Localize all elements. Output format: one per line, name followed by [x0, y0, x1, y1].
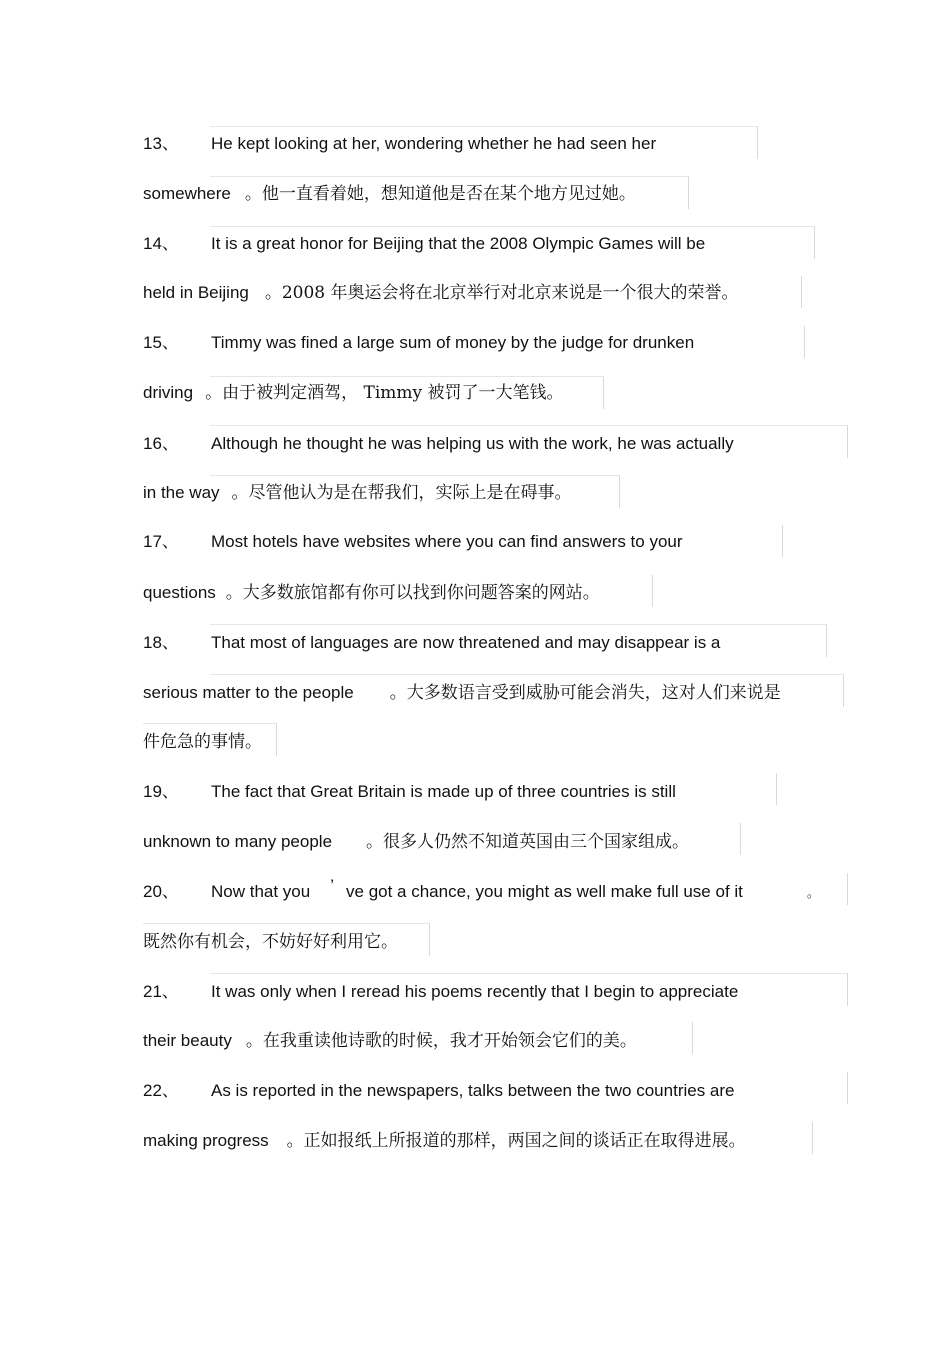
item-english-text: questions [143, 583, 216, 602]
item-19-line1 [143, 777, 676, 807]
item-20-line1 [143, 877, 820, 907]
item-number: 13、 [143, 134, 179, 153]
item-english-text: Timmy was fined a large sum of money by the judge for drunken [211, 333, 695, 352]
item-chinese-translation: 既然你有机会，不妨好好利用它。 [143, 932, 398, 952]
item-17-line1 [143, 527, 683, 557]
item-number: 22、 [143, 1081, 179, 1100]
item-17-line2 [143, 578, 600, 608]
item-18-line1 [143, 628, 720, 658]
item-english-text: their beauty [143, 1031, 232, 1050]
item-chinese-translation: 。2008 年奥运会将在北京举行对北京来说是一个很大的荣誉。 [264, 283, 739, 303]
item-chinese-translation: 。尽管他认为是在帮我们，实际上是在碍事。 [231, 483, 572, 503]
item-english-text: unknown to many people [143, 832, 333, 851]
item-number: 21、 [143, 982, 179, 1001]
item-english-text: Most hotels have websites where you can find answers to your [211, 532, 683, 551]
apostrophe: ’ [330, 876, 335, 895]
item-number: 19、 [143, 782, 179, 801]
item-english-text: serious matter to the people [143, 683, 354, 702]
item-number: 14、 [143, 234, 179, 253]
item-english-text: Now that you [211, 882, 311, 901]
item-number: 15、 [143, 333, 179, 352]
item-number: 17、 [143, 532, 179, 551]
item-18-line3 [143, 727, 262, 757]
item-english-text: He kept looking at her, wondering whether he had seen her [211, 134, 657, 153]
item-16-line1 [143, 429, 734, 459]
item-english-text: As is reported in the newspapers, talks between the two countries are [211, 1081, 735, 1100]
item-chinese-translation: 。很多人仍然不知道英国由三个国家组成。 [366, 832, 690, 852]
item-21-line1 [143, 977, 738, 1007]
item-english-text: The fact that Great Britain is made up of three countries is still [211, 782, 676, 801]
item-15-line2 [143, 378, 564, 408]
item-14-line2 [143, 278, 739, 308]
item-english-text: somewhere [143, 184, 231, 203]
item-chinese-translation: 。他一直看着她，想知道他是否在某个地方见过她。 [244, 184, 636, 204]
item-chinese-translation: 。由于被判定酒驾， Timmy 被罚了一大笔钱。 [205, 383, 564, 403]
item-16-line2 [143, 478, 572, 508]
item-21-line2 [143, 1026, 637, 1056]
item-english-text: driving [143, 383, 194, 402]
item-22-line2 [143, 1126, 746, 1156]
item-chinese-translation: 。大多数旅馆都有你可以找到你问题答案的网站。 [225, 583, 600, 603]
item-english-text-rest: ve got a chance, you might as well make full use of it [346, 882, 743, 901]
item-english-text: in the way [143, 483, 220, 502]
item-english-text: It is a great honor for Beijing that the 2008 Olympic Games will be [211, 234, 706, 253]
item-chinese-translation: 。在我重读他诗歌的时候，我才开始领会它们的美。 [245, 1031, 637, 1051]
item-22-line1 [143, 1076, 735, 1106]
item-english-text: making progress [143, 1131, 269, 1150]
item-number: 20、 [143, 882, 179, 901]
item-13-line2 [143, 179, 636, 209]
item-english-text: Although he thought he was helping us with the work, he was actually [211, 434, 734, 453]
item-number: 16、 [143, 434, 179, 453]
item-end-punctuation: 。 [806, 886, 820, 901]
item-14-line1 [143, 229, 705, 259]
item-chinese-translation: 。正如报纸上所报道的那样，两国之间的谈话正在取得进展。 [286, 1131, 746, 1151]
item-20-line2 [143, 927, 398, 957]
item-english-text: held in Beijing [143, 283, 249, 302]
item-chinese-translation: 。大多数语言受到威胁可能会消失，这对人们来说是 [389, 683, 781, 703]
item-english-text: It was only when I reread his poems recently that I begin to appreciate [211, 982, 739, 1001]
item-15-line1 [143, 328, 694, 358]
item-number: 18、 [143, 633, 179, 652]
item-chinese-translation-continued: 件危急的事情。 [143, 732, 262, 752]
item-13-line1 [143, 129, 656, 159]
item-19-line2 [143, 827, 689, 857]
item-18-line2 [143, 678, 781, 708]
item-english-text: That most of languages are now threatened and may disappear is a [211, 633, 721, 652]
